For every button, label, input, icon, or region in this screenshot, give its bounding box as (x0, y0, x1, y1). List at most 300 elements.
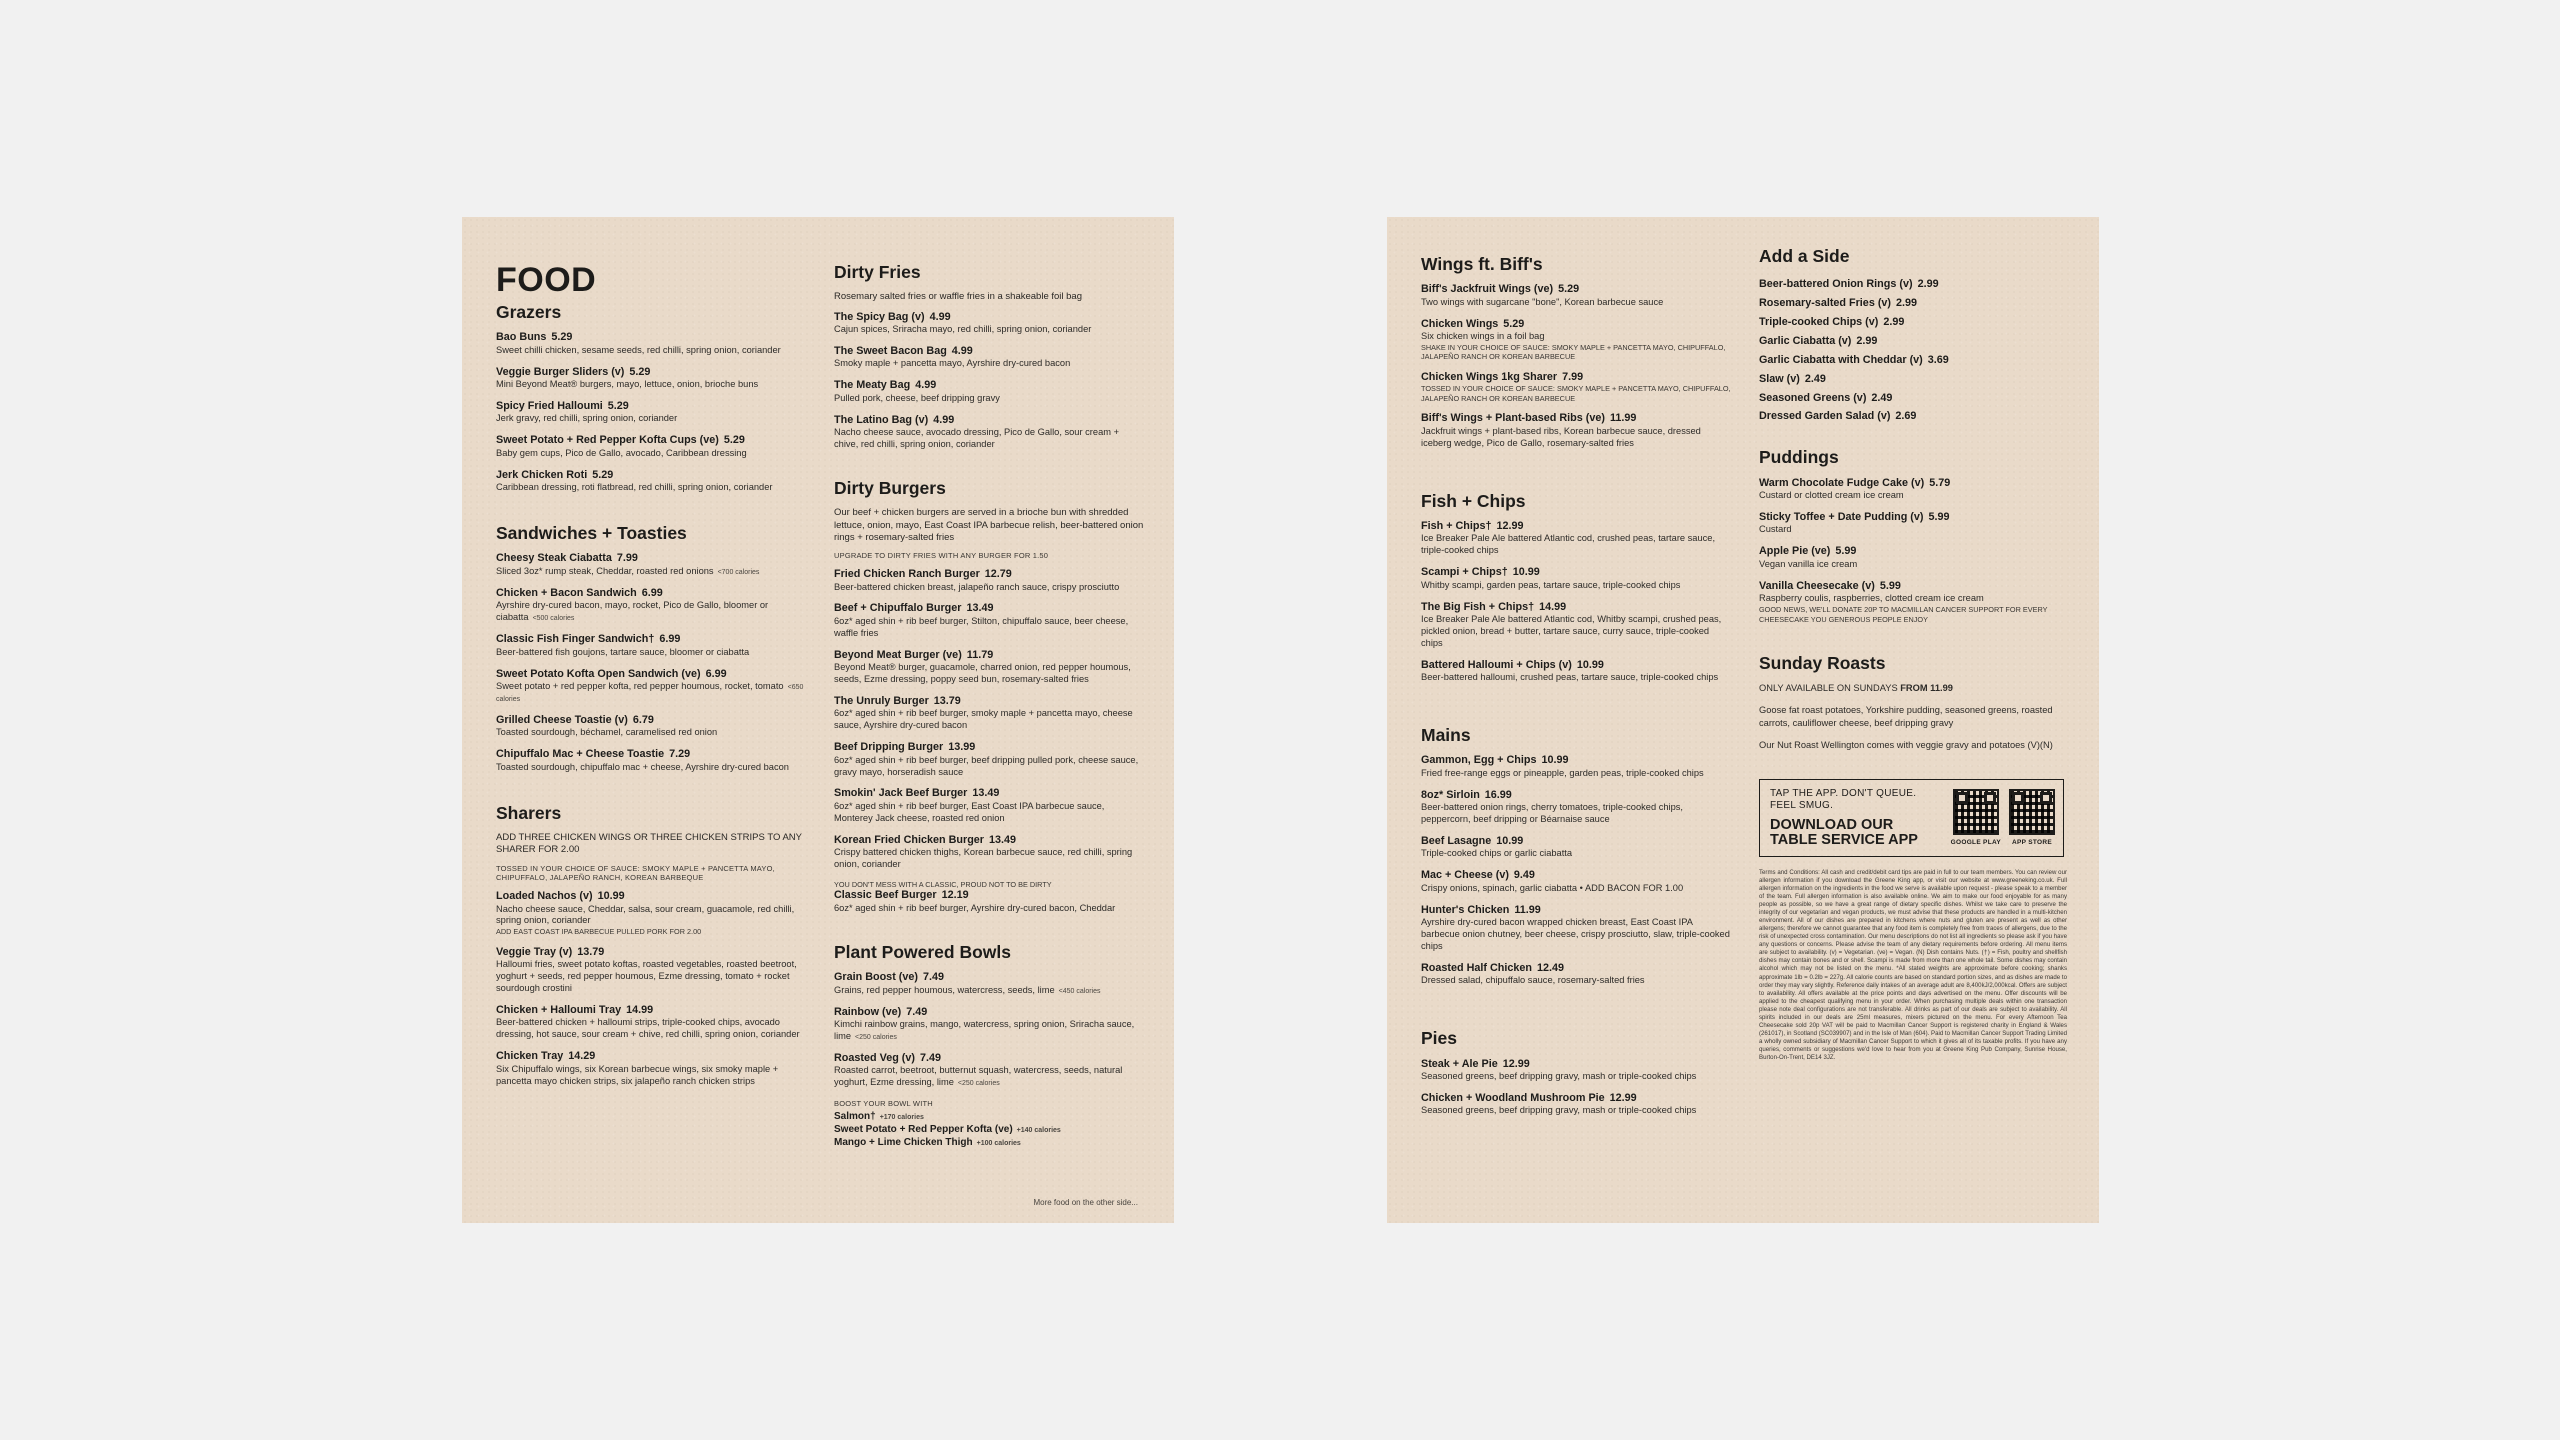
side-item (1759, 313, 2071, 332)
qr-label: GOOGLE PLAY (1950, 839, 2001, 847)
menu-item (496, 633, 806, 658)
item-price: 5.29 (607, 400, 629, 412)
side-item (1759, 294, 2071, 313)
section-note-small: TOSSED IN YOUR CHOICE OF SAUCE: SMOKY MAPLE + PANCETTA MAYO, CHIPUFFALO, JALAPEÑO RANCH, KOREAN BARBEQUE (496, 863, 775, 883)
item-price: 7.49 (906, 1005, 928, 1018)
menu-item (834, 379, 1144, 404)
section-title: Wings ft. Biff's (1421, 254, 1543, 274)
menu-item (496, 890, 806, 937)
item-description (496, 345, 806, 357)
item-price: 6.79 (632, 713, 654, 726)
menu-item (496, 552, 806, 577)
menu-item (1759, 477, 2071, 502)
item-description (834, 358, 1144, 370)
item-name: Fish + Chips† (1421, 519, 1492, 532)
item-heading (834, 695, 1144, 708)
item-name: Chipuffalo Mac + Cheese Toastie (496, 748, 665, 761)
roasts-availability (1759, 682, 2071, 694)
item-heading (834, 834, 1144, 847)
item-heading (1421, 754, 1731, 767)
item-extra-note: ADD EAST COAST IPA BARBECUE PULLED PORK FOR 2.00 (496, 927, 702, 937)
item-description (1421, 672, 1731, 684)
menu-item (834, 1052, 1144, 1089)
item-name: Chicken Tray (496, 1050, 564, 1063)
item-price: 7.99 (616, 552, 638, 565)
item-price: 10.99 (1512, 566, 1540, 579)
item-description-text: Ice Breaker Pale Ale battered Atlantic cod, Whitby scampi, crushed peas, pickled onion, bread + butter, tartare sauce, curry sauce, triple-cooked chips (1421, 614, 1722, 648)
item-description-text: Sweet chilli chicken, sesame seeds, red chilli, spring onion, coriander (496, 344, 781, 355)
item-price: 4.99 (933, 413, 955, 426)
item-description-text: Whitby scampi, garden peas, tartare sauce, triple-cooked chips (1421, 579, 1681, 590)
item-description-text: Sweet potato + red pepper kofta, red pepper houmous, rocket, tomato (496, 681, 784, 691)
item-heading (834, 414, 1144, 427)
item-description (496, 647, 806, 659)
item-heading (1421, 869, 1731, 882)
item-description (1421, 426, 1731, 450)
item-description-text: Raspberry coulis, raspberries, clotted cream ice cream (1759, 593, 1984, 604)
item-name: Spicy Fried Halloumi (496, 400, 603, 412)
item-description-text: Pulled pork, cheese, beef dripping gravy (834, 392, 1000, 403)
section-title: Fish + Chips (1421, 490, 1526, 511)
item-name: Vanilla Cheesecake (v) (1759, 579, 1875, 592)
item-heading (834, 889, 1144, 902)
item-price: 5.29 (1503, 317, 1525, 330)
boost-list (834, 1110, 1144, 1149)
side-price: 2.99 (1917, 278, 1939, 291)
app-cta-1: DOWNLOAD OUR (1770, 816, 1894, 833)
item-heading (1759, 580, 2071, 593)
item-description-text: 6oz* aged shin + rib beef burger, Ayrshire dry-cured bacon, Cheddar (834, 902, 1116, 913)
item-calories: <250 calories (855, 1033, 897, 1041)
side-name: Slaw (v) (1759, 372, 1800, 385)
item-description-text: Nacho cheese sauce, avocado dressing, Pico de Gallo, sour cream + chive, red chilli, spring onion, coriander (834, 427, 1120, 450)
item-heading (834, 311, 1144, 324)
item-name: Biff's Jackfruit Wings (ve) (1421, 283, 1554, 296)
menu-item (834, 345, 1144, 370)
item-calories: <650 calories (496, 684, 804, 703)
item-description-text: Triple-cooked chips or garlic ciabatta (1421, 848, 1573, 859)
item-price: 14.99 (626, 1004, 654, 1016)
item-name: Beef Lasagne (1421, 835, 1492, 847)
item-price: 12.99 (1496, 519, 1524, 532)
item-price: 9.49 (1513, 869, 1535, 882)
item-name: Steak + Ale Pie (1421, 1057, 1498, 1070)
item-description (834, 755, 1144, 779)
item-heading (834, 602, 1144, 615)
item-heading (834, 649, 1144, 662)
item-name: Korean Fried Chicken Burger (834, 833, 984, 846)
item-description (1421, 614, 1731, 650)
item-heading (496, 1004, 806, 1017)
item-price: 12.99 (1502, 1057, 1530, 1070)
section-title: Pies (1421, 1028, 1457, 1049)
item-description (496, 482, 806, 494)
menu-item (496, 434, 806, 459)
item-price: 4.99 (951, 344, 973, 357)
item-price: 11.79 (966, 648, 994, 661)
item-heading (1421, 520, 1731, 533)
item-name: Chicken Wings 1kg Sharer (1421, 370, 1558, 383)
terms-and-conditions: Terms and Conditions: All cash and credit/debit card tips are paid in full to our team members. You can review our allergen information if you download the Greene King app, or visit our website at www.greeneking.co.uk. Full allergen information on the ingredients in the food we serve is available upon request - please speak to a member of the team. Full allergen information is also available online. We aim to make our food enjoyable for as many people as possible, so we have a great range of dietary specific dishes. Whilst we take care to preserve the integrity of our vegetarian and vegan products, we must advise that these products are handled in a multi-kitchen environment. All of our dishes are prepared in kitchens where nuts and gluten are present as well as other allergens; therefore we cannot guarantee that any food item is completely free from traces of allergens, due to the risk of unexpected cross contamination. Our menu descriptions do not list all ingredients so please ask if you have any questions or concerns. Please advise the team of any dietary requirements before ordering. All menu items are subject to availability. (v) = Vegetarian. (ve) = Vegan. (N) Dish contains Nuts. (†) = Fish, poultry and shellfish dishes may contain bones and or shell. Scampi is made from more than one whole tail. Some dishes may contain alcohol which may not be listed on the menu. *All stated weights are approximate before cooking; shanks approximate 1lb = 0.2lb = 227g. All calorie counts are based on standard portion sizes, and as dishes are made to order they may vary slightly. Reference daily intakes of an average adult are 8,400kJ/2,000kcal. Offers are subject to availability. All offers available at the price points and days advertised on the menu. Offer discounts will be applied to the cheapest qualifying menu in your order. When purchasing multiple deals within one transaction please note deal configurations are not transferable. All drinks as part of our deals are subject to availability. All spirits included in our deals are 25ml measures, mixers pictured on the menu. For every Afternoon Tea Cheesecake sold 20p VAT will be paid to Macmillan Cancer Support is registered charity in England & Wales (261017), in Scotland (SC039907) and in the Isle of Man (604). Paid to Macmillan Cancer Support Trading Limited a wholly owned subsidiary of Macmillan Cancer Support to which it gives all of its taxable profits. If you have any queries, comments or suggestions we'd love to hear from you at Greene King Pub Company, Sunrise House, Burton-On-Trent, DE14 3JZ. (1759, 869, 2067, 1061)
boost-item (834, 1110, 1144, 1123)
item-name: Roasted Veg (v) (834, 1051, 915, 1064)
item-price: 5.99 (1928, 511, 1950, 523)
item-description-text: Two wings with sugarcane "bone", Korean barbecue sauce (1421, 296, 1664, 307)
item-price: 6.99 (641, 586, 663, 599)
item-description (834, 903, 1144, 915)
item-description (834, 427, 1144, 451)
menu-item (834, 880, 1144, 915)
item-heading (1421, 318, 1731, 331)
item-description-text: Jackfruit wings + plant-based ribs, Korean barbecue sauce, dressed iceberg wedge, Pico de Gallo, rosemary-salted fries (1421, 425, 1701, 448)
item-description-text: Jerk gravy, red chilli, spring onion, coriander (496, 413, 678, 424)
item-name: Bao Buns (496, 331, 547, 344)
side-item (1759, 370, 2071, 389)
item-description-text: Beer-battered chicken + halloumi strips, triple-cooked chips, avocado dressing, hot sauce, sour cream + chive, red chilli, spring onion, coriander (496, 1017, 800, 1040)
item-heading (1421, 566, 1731, 579)
item-name: Rainbow (ve) (834, 1005, 902, 1018)
item-description-text: Custard (1759, 524, 1792, 535)
item-heading (496, 331, 806, 344)
item-description-text: Nacho cheese sauce, Cheddar, salsa, sour cream, guacamole, red chilli, spring onion, coriander (496, 903, 795, 926)
section-sunday-roasts (1759, 654, 2071, 751)
menu-item (1421, 904, 1731, 953)
menu-item (1421, 520, 1731, 557)
section-wings-ft-biff-s (1421, 255, 1731, 450)
item-price: 4.99 (929, 310, 951, 323)
side-item (1759, 389, 2071, 408)
menu-item (496, 714, 806, 739)
item-description (1421, 802, 1731, 826)
item-price: 12.49 (1537, 961, 1565, 974)
item-description-text: Six Chipuffalo wings, six Korean barbecue wings, six smoky maple + pancetta mayo chicken strips, six jalapeño ranch chicken strips (496, 1063, 779, 1086)
item-description-text: Toasted sourdough, béchamel, caramelised red onion (496, 727, 718, 738)
item-heading (1421, 371, 1731, 384)
item-name: Chicken + Woodland Mushroom Pie (1421, 1091, 1605, 1104)
item-description-text: Crispy battered chicken thighs, Korean barbecue sauce, red chilli, spring onion, coriander (834, 847, 1133, 870)
item-extra-note: GOOD NEWS, WE'LL DONATE 20P TO MACMILLAN CANCER SUPPORT FOR EVERY CHEESECAKE YOU GENEROUS PEOPLE ENJOY (1759, 605, 2048, 624)
item-heading (496, 366, 806, 379)
side-name: Dressed Garden Salad (v) (1759, 410, 1891, 423)
item-description-text: Six chicken wings in a foil bag (1421, 331, 1545, 342)
item-heading (496, 552, 806, 565)
sides-list (1759, 275, 2071, 426)
item-description (1421, 768, 1731, 780)
section-dirty-burgers (834, 479, 1144, 915)
roasts-price: FROM 11.99 (1900, 683, 1953, 694)
section-title: Sandwiches + Toasties (496, 523, 687, 544)
item-price: 13.49 (966, 602, 994, 615)
menu-item (1421, 659, 1731, 684)
item-name: Veggie Tray (v) (496, 945, 573, 958)
item-description (1421, 580, 1731, 592)
item-price: 13.79 (577, 945, 605, 958)
menu-item (1759, 580, 2071, 624)
item-price: 12.19 (941, 889, 969, 902)
menu-item (496, 946, 806, 995)
section-dirty-fries (834, 263, 1144, 451)
item-name: Sticky Toffee + Date Pudding (v) (1759, 511, 1924, 523)
item-description (834, 393, 1144, 405)
item-description-text: Ayrshire dry-cured bacon, mayo, rocket, Pico de Gallo, bloomer or ciabatta (496, 600, 769, 623)
section-title: Dirty Burgers (834, 477, 946, 498)
item-price: 7.29 (669, 748, 691, 761)
section-title: Mains (1421, 725, 1471, 746)
section-note-small: UPGRADE TO DIRTY FRIES WITH ANY BURGER FOR 1.50 (834, 551, 1049, 561)
menu-item (1421, 566, 1731, 591)
item-heading (1421, 904, 1731, 917)
item-description (1421, 848, 1731, 860)
qr-google-play[interactable] (1951, 789, 2001, 846)
item-name: Beyond Meat Burger (ve) (834, 648, 962, 661)
item-heading (1759, 511, 2071, 524)
item-description (1421, 297, 1731, 309)
menu-item (1759, 511, 2071, 536)
qr-code-icon (1953, 789, 1999, 835)
item-description-text: 6oz* aged shin + rib beef burger, smoky maple + pancetta mayo, cheese sauce, Ayrshire dry-cured bacon (834, 708, 1133, 731)
item-name: Grilled Cheese Toastie (v) (496, 713, 628, 726)
menu-column-right (1759, 247, 2071, 1062)
menu-item (496, 1050, 806, 1087)
item-heading (496, 434, 806, 447)
menu-item (496, 469, 806, 494)
item-price: 13.49 (972, 787, 1000, 800)
item-heading (834, 568, 1144, 581)
item-name: The Unruly Burger (834, 694, 929, 707)
item-heading (496, 748, 806, 761)
menu-item (1421, 1092, 1731, 1117)
section-title: Grazers (496, 302, 562, 322)
boost-calories: +100 calories (976, 1139, 1021, 1147)
menu-item (1759, 545, 2071, 570)
item-name: Veggie Burger Sliders (v) (496, 365, 625, 378)
item-name: Classic Beef Burger (834, 889, 937, 902)
menu-column-left (1421, 255, 1731, 1159)
item-calories: <500 calories (532, 615, 575, 623)
side-price: 2.49 (1804, 372, 1826, 385)
item-name: Chicken Wings (1421, 317, 1499, 330)
item-name: Sweet Potato + Red Pepper Kofta Cups (ve) (496, 434, 719, 447)
item-price: 5.29 (629, 365, 651, 378)
side-price: 3.69 (1927, 353, 1949, 366)
item-calories: <250 calories (957, 1080, 1000, 1088)
item-description-text: Ice Breaker Pale Ale battered Atlantic cod, crushed peas, tartare sauce, triple-cooked chips (1421, 533, 1716, 556)
section-title: Add a Side (1759, 246, 1850, 266)
item-description (496, 959, 806, 995)
item-heading (496, 469, 806, 482)
item-price: 13.99 (948, 741, 976, 754)
item-heading (834, 1006, 1144, 1019)
qr-app-store[interactable] (2009, 789, 2055, 846)
item-name: Roasted Half Chicken (1421, 961, 1532, 974)
menu-item (496, 1004, 806, 1041)
item-description-text: Seasoned greens, beef dripping gravy, mash or triple-cooked chips (1421, 1071, 1697, 1082)
item-heading (834, 345, 1144, 358)
item-name: Smokin' Jack Beef Burger (834, 787, 968, 800)
item-extra-note: TOSSED IN YOUR CHOICE OF SAUCE: SMOKY MAPLE + PANCETTA MAYO, CHIPUFFALO, JALAPEÑO RANCH OR KOREAN BARBECUE (1421, 384, 1731, 403)
item-price: 10.99 (1541, 754, 1569, 767)
menu-item (834, 568, 1144, 593)
item-description-text: 6oz* aged shin + rib beef burger, Stilton, chipuffalo sauce, beer cheese, waffle fries (834, 615, 1129, 638)
item-description-text: 6oz* aged shin + rib beef burger, beef dripping pulled pork, cheese sauce, gravy mayo, horseradish sauce (834, 754, 1139, 777)
item-price: 10.99 (1496, 835, 1524, 847)
roasts-availability-label: ONLY AVAILABLE ON SUNDAYS (1759, 683, 1901, 694)
item-price: 7.49 (923, 971, 945, 984)
qr-label: APP STORE (2011, 839, 2053, 847)
item-description (834, 801, 1144, 825)
item-name: Fried Chicken Ranch Burger (834, 568, 980, 581)
item-description (1759, 490, 2071, 502)
item-heading (1421, 789, 1731, 802)
section-title: Dirty Fries (834, 262, 921, 282)
menu-item (1421, 412, 1731, 449)
item-price: 11.99 (1609, 412, 1637, 425)
page-title: FOOD (496, 261, 597, 299)
item-name: Cheesy Steak Ciabatta (496, 552, 612, 565)
item-price: 5.79 (1929, 476, 1951, 489)
item-description-text: Beyond Meat® burger, guacamole, charred onion, red pepper houmous, seeds, Ezme dressing, poppy seed bun, rosemary-salted fries (834, 662, 1131, 685)
item-description-text: Mini Beyond Meat® burgers, mayo, lettuce, onion, brioche buns (496, 379, 759, 390)
item-description (496, 379, 806, 391)
item-description (496, 600, 806, 624)
item-price: 5.29 (551, 331, 573, 344)
item-description (496, 727, 806, 739)
section-title: Sunday Roasts (1759, 653, 1886, 674)
item-name: The Big Fish + Chips† (1421, 600, 1535, 613)
item-description (834, 616, 1144, 640)
side-price: 2.99 (1856, 334, 1878, 347)
item-name: Warm Chocolate Fudge Cake (v) (1759, 476, 1925, 489)
item-price: 5.29 (1558, 283, 1580, 296)
menu-item (1421, 962, 1731, 987)
item-name: Gammon, Egg + Chips (1421, 754, 1537, 767)
section-title: Puddings (1759, 447, 1839, 468)
item-name: Chicken + Bacon Sandwich (496, 586, 637, 599)
item-description (496, 448, 806, 460)
side-price: 2.99 (1883, 316, 1905, 329)
item-heading (496, 946, 806, 959)
app-cta-2: TABLE SERVICE APP (1770, 831, 1918, 848)
item-price: 6.99 (659, 633, 681, 646)
item-description-text: Seasoned greens, beef dripping gravy, mash or triple-cooked chips (1421, 1105, 1697, 1116)
item-price: 13.49 (989, 833, 1017, 846)
app-banner-text (1770, 788, 1918, 848)
puddings-list (1759, 477, 2071, 624)
item-description (834, 1019, 1144, 1043)
item-description-text: Vegan vanilla ice cream (1759, 558, 1858, 569)
item-price: 7.99 (1562, 370, 1584, 383)
side-item (1759, 332, 2071, 351)
item-description (1421, 917, 1731, 953)
boost-calories: +140 calories (1016, 1126, 1061, 1134)
item-name: Classic Fish Finger Sandwich† (496, 633, 655, 646)
item-name: Battered Halloumi + Chips (v) (1421, 658, 1572, 671)
item-description-text: Beer-battered onion rings, cherry tomatoes, triple-cooked chips, peppercorn, beef dripping or Béarnaise sauce (1421, 802, 1683, 825)
item-name: Mac + Cheese (v) (1421, 869, 1509, 882)
section-sharers (496, 804, 806, 1088)
item-price: 7.49 (920, 1051, 942, 1064)
boost-title: BOOST YOUR BOWL WITH (834, 1099, 933, 1109)
item-name: Scampi + Chips† (1421, 566, 1508, 579)
section-add-a-side (1759, 247, 2071, 426)
item-description-text: Grains, red pepper houmous, watercress, seeds, lime (834, 984, 1055, 995)
side-item (1759, 351, 2071, 370)
menu-item (1421, 869, 1731, 894)
item-heading (834, 971, 1144, 984)
side-name: Garlic Ciabatta (v) (1759, 334, 1852, 347)
item-description-text: Kimchi rainbow grains, mango, watercress, spring onion, Sriracha sauce, lime (834, 1019, 1135, 1041)
item-heading (834, 741, 1144, 754)
item-name: The Latino Bag (v) (834, 413, 929, 426)
menu-item (1421, 835, 1731, 860)
section-grazers (496, 303, 806, 494)
item-description-text: Sliced 3oz* rump steak, Cheddar, roasted red onions (496, 565, 714, 576)
item-price: 5.99 (1879, 579, 1901, 592)
side-name: Seasoned Greens (v) (1759, 391, 1867, 404)
item-price: 4.99 (915, 379, 937, 392)
item-name: Beef + Chipuffalo Burger (834, 602, 962, 615)
item-price: 6.99 (705, 667, 727, 680)
item-description (1759, 593, 2071, 605)
item-calories: <450 calories (1058, 987, 1101, 995)
item-description-text: Beer-battered fish goujons, tartare sauce, bloomer or ciabatta (496, 646, 750, 657)
menu-column-right (834, 263, 1144, 1177)
item-name: Sweet Potato Kofta Open Sandwich (ve) (496, 667, 701, 680)
item-description-text: Ayrshire dry-cured bacon wrapped chicken breast, East Coast IPA barbecue onion chutney, beer cheese, crispy prosciutto, slaw, triple-cooked chips (1421, 917, 1730, 952)
item-heading (834, 787, 1144, 800)
item-heading (496, 890, 806, 903)
item-name: Chicken + Halloumi Tray (496, 1004, 622, 1016)
menu-item (496, 587, 806, 624)
menu-item (1421, 371, 1731, 403)
item-price: 14.99 (1539, 600, 1567, 613)
menu-item (834, 787, 1144, 824)
item-description (834, 582, 1144, 594)
item-heading (1421, 659, 1731, 672)
item-price: 10.99 (1576, 658, 1604, 671)
footer-note: More food on the other side... (1033, 1198, 1138, 1207)
section-title: Sharers (496, 802, 562, 823)
item-price: 13.79 (933, 694, 961, 707)
boost-item (834, 1123, 1144, 1136)
item-description (1421, 331, 1731, 343)
item-description (834, 985, 1144, 997)
item-description (834, 708, 1144, 732)
item-description (496, 681, 806, 705)
item-calories: <700 calories (717, 568, 760, 576)
item-description-text: Custard or clotted cream ice cream (1759, 490, 1904, 501)
item-name: Beef Dripping Burger (834, 741, 944, 754)
menu-item (834, 1006, 1144, 1043)
app-download-banner[interactable] (1759, 779, 2064, 857)
roasts-nut-note: Our Nut Roast Wellington comes with veggie gravy and potatoes (V)(N) (1759, 739, 2053, 750)
item-price: 5.29 (723, 434, 745, 447)
section-mains (1421, 726, 1731, 987)
menu-item (1421, 754, 1731, 779)
menu-item (834, 602, 1144, 639)
menu-item (834, 971, 1144, 996)
item-description (496, 566, 806, 578)
item-description-text: Halloumi fries, sweet potato koftas, roasted vegetables, roasted beetroot, yoghurt + seeds, red pepper houmous, Ezme dressing, tomato + rocket sourdough crostini (496, 959, 797, 994)
menu-item (834, 695, 1144, 732)
item-description-text: Toasted sourdough, chipuffalo mac + cheese, Ayrshire dry-cured bacon (496, 761, 789, 772)
item-name: The Spicy Bag (v) (834, 310, 925, 323)
item-description (496, 904, 806, 928)
app-tagline-2: FEEL SMUG. (1770, 799, 1834, 811)
item-name: Loaded Nachos (v) (496, 890, 593, 903)
item-extra-note: SHAKE IN YOUR CHOICE OF SAUCE: SMOKY MAPLE + PANCETTA MAYO, CHIPUFFALO, JALAPEÑO RANCH OR KOREAN BARBECUE (1421, 343, 1726, 362)
item-price: 5.99 (1835, 545, 1857, 558)
